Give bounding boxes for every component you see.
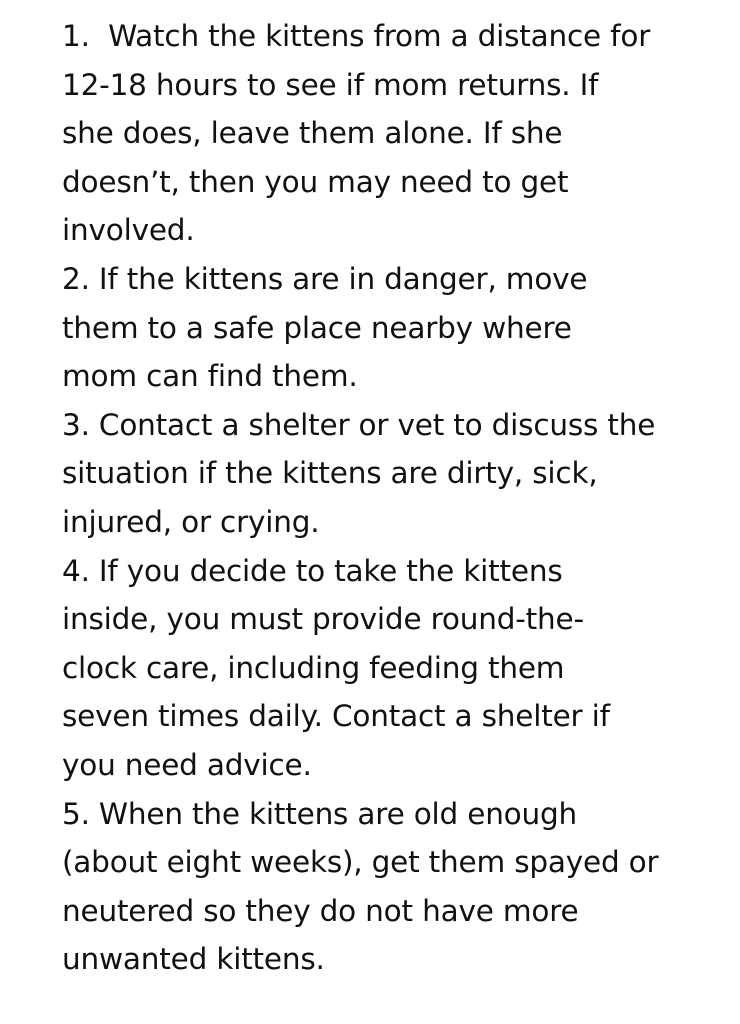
text-line: she does, leave them alone. If she: [62, 116, 563, 151]
step-1: [62, 12, 732, 255]
text-line: them to a safe place nearby where: [62, 310, 572, 345]
text-line: inside, you must provide round-the-: [62, 602, 584, 637]
text-line: neutered so they do not have more: [62, 893, 579, 928]
step-2: [62, 255, 732, 401]
text-line: situation if the kittens are dirty, sick,: [62, 456, 598, 491]
text-line: 1. Watch the kittens from a distance for: [62, 19, 651, 53]
step-3: [62, 401, 732, 547]
text-line: you need advice.: [62, 747, 312, 782]
text-line: unwanted kittens.: [62, 942, 325, 977]
text-line: clock care, including feeding them: [62, 650, 565, 685]
text-line: seven times daily. Contact a shelter if: [62, 699, 610, 734]
kitten-care-instructions: [62, 12, 732, 984]
text-line: 4. If you decide to take the kittens: [62, 553, 563, 588]
text-line: mom can find them.: [62, 359, 358, 394]
step-5: [62, 790, 732, 984]
text-line: doesn’t, then you may need to get: [62, 164, 569, 199]
step-4: [62, 547, 732, 790]
text-line: 5. When the kittens are old enough: [62, 796, 578, 831]
text-line: 3. Contact a shelter or vet to discuss the: [62, 407, 656, 442]
text-line: injured, or crying.: [62, 504, 320, 539]
text-line: involved.: [62, 213, 195, 248]
text-line: 2. If the kittens are in danger, move: [62, 261, 588, 296]
text-line: 12-18 hours to see if mom returns. If: [62, 67, 599, 102]
text-line: (about eight weeks), get them spayed or: [62, 845, 659, 880]
